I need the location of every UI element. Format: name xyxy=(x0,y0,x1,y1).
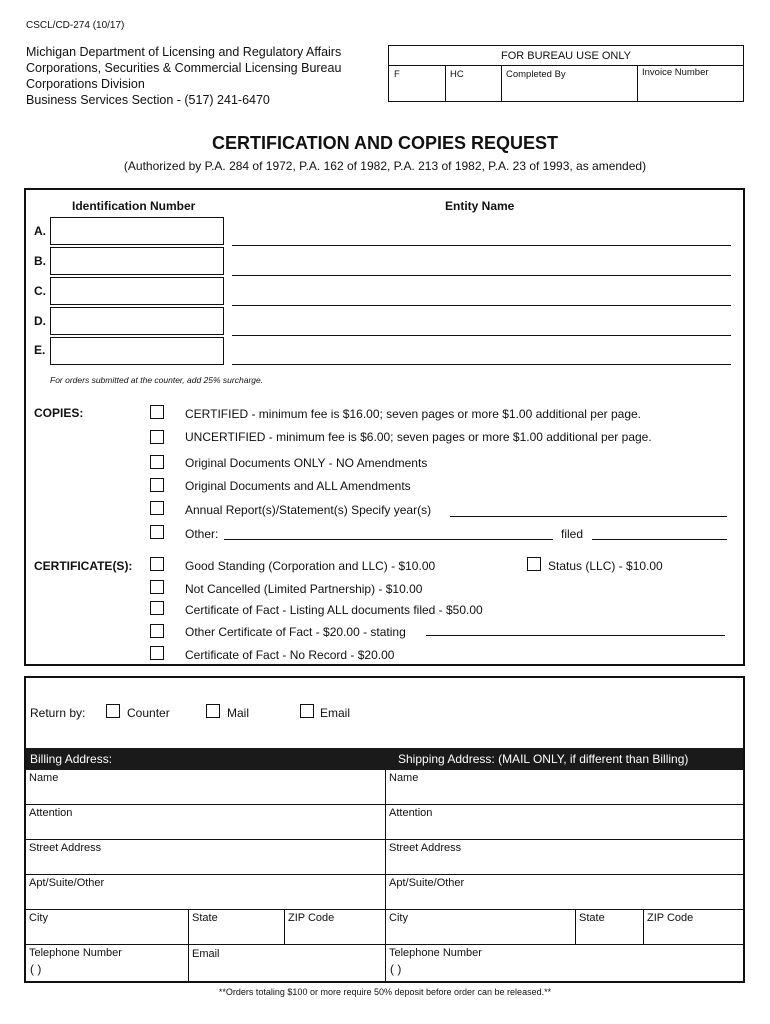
billing-zip-field[interactable] xyxy=(284,910,385,945)
shipping-name-label: Name xyxy=(389,772,419,784)
certificates-label: CERTIFICATE(S): xyxy=(34,559,133,573)
bureau-completed-by-label: Completed By xyxy=(506,69,566,80)
page-title: CERTIFICATION AND COPIES REQUEST xyxy=(211,133,559,153)
other-fact-stating-line[interactable] xyxy=(426,635,725,636)
billing-apt-label: Apt/Suite/Other xyxy=(29,877,105,889)
entity-name-line-e[interactable] xyxy=(232,364,731,365)
id-number-input-e[interactable] xyxy=(50,337,224,365)
billing-phone-area-code: ( ) xyxy=(30,962,42,976)
billing-street-label: Street Address xyxy=(29,842,102,854)
agency-line-2: Corporations, Securities & Commercial Licensing Bureau xyxy=(26,61,342,75)
shipping-telephone-field[interactable] xyxy=(385,945,743,981)
good-standing-checkbox[interactable] xyxy=(150,557,164,571)
shipping-phone-area-code: ( ) xyxy=(390,962,402,976)
billing-city-label: City xyxy=(29,912,48,924)
mail-checkbox[interactable] xyxy=(206,704,220,718)
shipping-apt-label: Apt/Suite/Other xyxy=(389,877,465,889)
status-llc-label: Status (LLC) - $10.00 xyxy=(548,559,663,573)
billing-name-field[interactable] xyxy=(26,770,385,805)
row-label-d: D. xyxy=(34,314,46,328)
bureau-cell-divider xyxy=(445,65,446,101)
billing-telephone-field[interactable] xyxy=(26,945,188,981)
agency-line-3: Corporations Division xyxy=(26,77,145,91)
annual-report-label: Annual Report(s)/Statement(s) Specify year(s) xyxy=(185,503,432,517)
billing-email-label: Email xyxy=(192,948,220,960)
shipping-attention-field[interactable] xyxy=(385,805,743,840)
other-copies-label: Other: xyxy=(185,527,219,541)
not-cancelled-label: Not Cancelled (Limited Partnership) - $10.00 xyxy=(185,582,423,596)
bureau-hc-label: HC xyxy=(450,69,464,80)
bureau-box-divider xyxy=(389,65,743,66)
billing-attention-field[interactable] xyxy=(26,805,385,840)
billing-city-field[interactable] xyxy=(26,910,188,945)
deposit-footer-note: **Orders totaling $100 or more require 50% deposit before order can be released.** xyxy=(218,987,552,997)
copies-label: COPIES: xyxy=(34,406,84,420)
billing-telephone-label: Telephone Number xyxy=(29,947,122,959)
no-record-checkbox[interactable] xyxy=(150,646,164,660)
entity-name-header: Entity Name xyxy=(445,199,515,213)
bureau-f-label: F xyxy=(394,69,400,80)
email-label: Email xyxy=(320,706,351,720)
row-label-a: A. xyxy=(34,224,46,238)
fact-listing-label: Certificate of Fact - Listing ALL documents filed - $50.00 xyxy=(185,603,483,617)
not-cancelled-checkbox[interactable] xyxy=(150,580,164,594)
other-fact-checkbox[interactable] xyxy=(150,624,164,638)
billing-state-field[interactable] xyxy=(188,910,284,945)
status-llc-checkbox[interactable] xyxy=(527,557,541,571)
bureau-invoice-label: Invoice Number xyxy=(642,67,709,78)
row-label-c: C. xyxy=(34,284,46,298)
shipping-name-field[interactable] xyxy=(385,770,743,805)
billing-attention-label: Attention xyxy=(29,807,73,819)
original-all-checkbox[interactable] xyxy=(150,478,164,492)
billing-name-label: Name xyxy=(29,772,59,784)
mail-label: Mail xyxy=(227,706,250,720)
fact-listing-checkbox[interactable] xyxy=(150,601,164,615)
shipping-telephone-label: Telephone Number xyxy=(389,947,482,959)
bureau-cell-divider xyxy=(637,65,638,101)
uncertified-label: UNCERTIFIED - minimum fee is $6.00; seven pages or more $1.00 additional per page. xyxy=(185,430,652,444)
email-checkbox[interactable] xyxy=(300,704,314,718)
counter-label: Counter xyxy=(127,706,170,720)
agency-block xyxy=(26,44,341,108)
filed-line[interactable] xyxy=(592,539,727,540)
id-number-input-d[interactable] xyxy=(50,307,224,335)
row-label-b: B. xyxy=(34,254,46,268)
shipping-attention-label: Attention xyxy=(389,807,433,819)
entity-name-line-d[interactable] xyxy=(232,335,731,336)
id-number-input-b[interactable] xyxy=(50,247,224,275)
id-number-input-c[interactable] xyxy=(50,277,224,305)
other-fact-label: Other Certificate of Fact - $20.00 - stating xyxy=(185,625,406,639)
agency-line-4: Business Services Section - (517) 241-6470 xyxy=(26,93,270,107)
shipping-apt-field[interactable] xyxy=(385,875,743,910)
original-only-label: Original Documents ONLY - NO Amendments xyxy=(185,456,428,470)
bureau-use-box xyxy=(388,45,744,102)
bureau-cell-divider xyxy=(501,65,502,101)
entity-name-line-c[interactable] xyxy=(232,305,731,306)
other-copies-line[interactable] xyxy=(224,539,553,540)
certified-label: CERTIFIED - minimum fee is $16.00; seven pages or more $1.00 additional per page. xyxy=(185,407,642,421)
billing-state-label: State xyxy=(192,912,218,924)
filed-label: filed xyxy=(561,527,584,541)
counter-checkbox[interactable] xyxy=(106,704,120,718)
certified-checkbox[interactable] xyxy=(150,405,164,419)
billing-apt-field[interactable] xyxy=(26,875,385,910)
shipping-state-label: State xyxy=(579,912,605,924)
shipping-street-label: Street Address xyxy=(389,842,462,854)
address-grid xyxy=(26,770,743,981)
other-copies-checkbox[interactable] xyxy=(150,525,164,539)
shipping-city-label: City xyxy=(389,912,408,924)
shipping-city-field[interactable] xyxy=(385,910,575,945)
entity-name-line-a[interactable] xyxy=(232,245,731,246)
shipping-zip-field[interactable] xyxy=(643,910,743,945)
annual-report-checkbox[interactable] xyxy=(150,501,164,515)
shipping-street-field[interactable] xyxy=(385,840,743,875)
id-number-input-a[interactable] xyxy=(50,217,224,245)
entity-name-line-b[interactable] xyxy=(232,275,731,276)
original-all-label: Original Documents and ALL Amendments xyxy=(185,479,411,493)
billing-street-field[interactable] xyxy=(26,840,385,875)
billing-email-field[interactable] xyxy=(188,945,385,981)
id-number-header: Identification Number xyxy=(72,199,196,213)
billing-header: Billing Address: xyxy=(30,752,113,766)
shipping-state-field[interactable] xyxy=(575,910,643,945)
counter-surcharge-note: For orders submitted at the counter, add 25% surcharge. xyxy=(50,375,264,385)
annual-report-years-line[interactable] xyxy=(450,516,727,517)
bureau-box-title: FOR BUREAU USE ONLY xyxy=(501,50,631,62)
shipping-zip-label: ZIP Code xyxy=(647,912,694,924)
billing-zip-label: ZIP Code xyxy=(288,912,335,924)
form-code: CSCL/CD-274 (10/17) xyxy=(26,20,125,31)
original-only-checkbox[interactable] xyxy=(150,455,164,469)
good-standing-label: Good Standing (Corporation and LLC) - $10.00 xyxy=(185,559,436,573)
page-subtitle: (Authorized by P.A. 284 of 1972, P.A. 162 of 1982, P.A. 213 of 1982, P.A. 23 of 1993, as amended) xyxy=(123,159,647,173)
no-record-label: Certificate of Fact - No Record - $20.00 xyxy=(185,648,395,662)
uncertified-checkbox[interactable] xyxy=(150,430,164,444)
row-label-e: E. xyxy=(34,343,46,357)
agency-line-1: Michigan Department of Licensing and Regulatory Affairs xyxy=(26,45,342,59)
shipping-header: Shipping Address: (MAIL ONLY, if different than Billing) xyxy=(398,752,689,766)
return-by-label: Return by: xyxy=(30,706,86,720)
